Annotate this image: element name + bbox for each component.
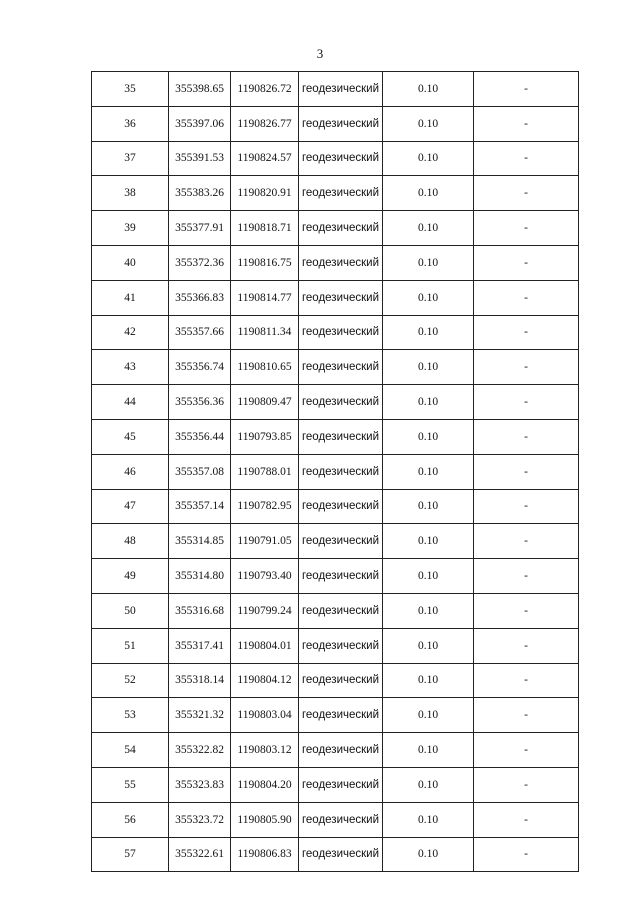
point-number-cell: 56 (92, 802, 169, 837)
table-row (92, 559, 579, 594)
note-cell: - (474, 106, 579, 141)
accuracy-cell: 0.10 (383, 698, 474, 733)
table-row (92, 767, 579, 802)
point-number-cell: 44 (92, 385, 169, 420)
note-cell: - (474, 733, 579, 768)
table-row (92, 663, 579, 698)
y-coordinate-cell: 1190804.20 (231, 767, 299, 802)
x-coordinate-cell: 355356.44 (169, 419, 231, 454)
method-cell: геодезический (299, 350, 383, 385)
table-row (92, 837, 579, 872)
accuracy-cell: 0.10 (383, 245, 474, 280)
x-coordinate-cell: 355366.83 (169, 280, 231, 315)
accuracy-cell: 0.10 (383, 524, 474, 559)
x-coordinate-cell: 355317.41 (169, 628, 231, 663)
point-number-cell: 36 (92, 106, 169, 141)
accuracy-cell: 0.10 (383, 663, 474, 698)
x-coordinate-cell: 355323.83 (169, 767, 231, 802)
accuracy-cell: 0.10 (383, 280, 474, 315)
y-coordinate-cell: 1190782.95 (231, 489, 299, 524)
method-cell: геодезический (299, 280, 383, 315)
point-number-cell: 48 (92, 524, 169, 559)
method-cell: геодезический (299, 524, 383, 559)
point-number-cell: 54 (92, 733, 169, 768)
table-row (92, 176, 579, 211)
point-number-cell: 35 (92, 72, 169, 107)
y-coordinate-cell: 1190816.75 (231, 245, 299, 280)
note-cell: - (474, 280, 579, 315)
accuracy-cell: 0.10 (383, 141, 474, 176)
y-coordinate-cell: 1190791.05 (231, 524, 299, 559)
point-number-cell: 46 (92, 454, 169, 489)
method-cell: геодезический (299, 419, 383, 454)
table-row (92, 698, 579, 733)
y-coordinate-cell: 1190805.90 (231, 802, 299, 837)
method-cell: геодезический (299, 593, 383, 628)
method-cell: геодезический (299, 628, 383, 663)
point-number-cell: 57 (92, 837, 169, 872)
note-cell: - (474, 698, 579, 733)
method-cell: геодезический (299, 802, 383, 837)
y-coordinate-cell: 1190810.65 (231, 350, 299, 385)
method-cell: геодезический (299, 106, 383, 141)
y-coordinate-cell: 1190804.01 (231, 628, 299, 663)
note-cell: - (474, 315, 579, 350)
point-number-cell: 53 (92, 698, 169, 733)
note-cell: - (474, 385, 579, 420)
y-coordinate-cell: 1190818.71 (231, 211, 299, 246)
accuracy-cell: 0.10 (383, 106, 474, 141)
y-coordinate-cell: 1190826.77 (231, 106, 299, 141)
x-coordinate-cell: 355398.65 (169, 72, 231, 107)
table-row (92, 385, 579, 420)
method-cell: геодезический (299, 141, 383, 176)
y-coordinate-cell: 1190826.72 (231, 72, 299, 107)
table-row (92, 489, 579, 524)
method-cell: геодезический (299, 698, 383, 733)
table-row (92, 141, 579, 176)
point-number-cell: 45 (92, 419, 169, 454)
note-cell: - (474, 72, 579, 107)
method-cell: геодезический (299, 489, 383, 524)
accuracy-cell: 0.10 (383, 454, 474, 489)
page-number: 3 (316, 46, 324, 61)
point-number-cell: 37 (92, 141, 169, 176)
x-coordinate-cell: 355377.91 (169, 211, 231, 246)
note-cell: - (474, 350, 579, 385)
accuracy-cell: 0.10 (383, 802, 474, 837)
table-row (92, 245, 579, 280)
accuracy-cell: 0.10 (383, 176, 474, 211)
method-cell: геодезический (299, 837, 383, 872)
method-cell: геодезический (299, 767, 383, 802)
note-cell: - (474, 559, 579, 594)
point-number-cell: 55 (92, 767, 169, 802)
note-cell: - (474, 245, 579, 280)
x-coordinate-cell: 355372.36 (169, 245, 231, 280)
method-cell: геодезический (299, 559, 383, 594)
point-number-cell: 43 (92, 350, 169, 385)
coordinates-table (91, 71, 579, 872)
accuracy-cell: 0.10 (383, 72, 474, 107)
accuracy-cell: 0.10 (383, 419, 474, 454)
method-cell: геодезический (299, 733, 383, 768)
y-coordinate-cell: 1190806.83 (231, 837, 299, 872)
accuracy-cell: 0.10 (383, 211, 474, 246)
table-row (92, 593, 579, 628)
table-row (92, 350, 579, 385)
accuracy-cell: 0.10 (383, 489, 474, 524)
note-cell: - (474, 767, 579, 802)
method-cell: геодезический (299, 385, 383, 420)
x-coordinate-cell: 355357.08 (169, 454, 231, 489)
point-number-cell: 52 (92, 663, 169, 698)
point-number-cell: 42 (92, 315, 169, 350)
method-cell: геодезический (299, 245, 383, 280)
x-coordinate-cell: 355357.66 (169, 315, 231, 350)
table-row (92, 628, 579, 663)
x-coordinate-cell: 355383.26 (169, 176, 231, 211)
y-coordinate-cell: 1190804.12 (231, 663, 299, 698)
y-coordinate-cell: 1190793.40 (231, 559, 299, 594)
note-cell: - (474, 802, 579, 837)
x-coordinate-cell: 355323.72 (169, 802, 231, 837)
y-coordinate-cell: 1190803.04 (231, 698, 299, 733)
x-coordinate-cell: 355322.61 (169, 837, 231, 872)
y-coordinate-cell: 1190788.01 (231, 454, 299, 489)
point-number-cell: 50 (92, 593, 169, 628)
note-cell: - (474, 141, 579, 176)
table-row (92, 72, 579, 107)
x-coordinate-cell: 355356.74 (169, 350, 231, 385)
accuracy-cell: 0.10 (383, 733, 474, 768)
method-cell: геодезический (299, 663, 383, 698)
accuracy-cell: 0.10 (383, 593, 474, 628)
note-cell: - (474, 489, 579, 524)
x-coordinate-cell: 355322.82 (169, 733, 231, 768)
point-number-cell: 49 (92, 559, 169, 594)
point-number-cell: 40 (92, 245, 169, 280)
x-coordinate-cell: 355321.32 (169, 698, 231, 733)
table-row (92, 280, 579, 315)
x-coordinate-cell: 355314.80 (169, 559, 231, 594)
table-row (92, 211, 579, 246)
y-coordinate-cell: 1190793.85 (231, 419, 299, 454)
x-coordinate-cell: 355357.14 (169, 489, 231, 524)
accuracy-cell: 0.10 (383, 385, 474, 420)
method-cell: геодезический (299, 176, 383, 211)
table-row (92, 315, 579, 350)
table-row (92, 802, 579, 837)
y-coordinate-cell: 1190799.24 (231, 593, 299, 628)
accuracy-cell: 0.10 (383, 350, 474, 385)
note-cell: - (474, 524, 579, 559)
note-cell: - (474, 454, 579, 489)
x-coordinate-cell: 355356.36 (169, 385, 231, 420)
note-cell: - (474, 663, 579, 698)
point-number-cell: 47 (92, 489, 169, 524)
accuracy-cell: 0.10 (383, 628, 474, 663)
y-coordinate-cell: 1190824.57 (231, 141, 299, 176)
point-number-cell: 38 (92, 176, 169, 211)
y-coordinate-cell: 1190820.91 (231, 176, 299, 211)
point-number-cell: 41 (92, 280, 169, 315)
method-cell: геодезический (299, 72, 383, 107)
accuracy-cell: 0.10 (383, 767, 474, 802)
x-coordinate-cell: 355391.53 (169, 141, 231, 176)
note-cell: - (474, 837, 579, 872)
x-coordinate-cell: 355314.85 (169, 524, 231, 559)
table-row (92, 454, 579, 489)
note-cell: - (474, 211, 579, 246)
x-coordinate-cell: 355316.68 (169, 593, 231, 628)
y-coordinate-cell: 1190803.12 (231, 733, 299, 768)
method-cell: геодезический (299, 211, 383, 246)
table-row (92, 733, 579, 768)
y-coordinate-cell: 1190814.77 (231, 280, 299, 315)
x-coordinate-cell: 355318.14 (169, 663, 231, 698)
accuracy-cell: 0.10 (383, 837, 474, 872)
point-number-cell: 51 (92, 628, 169, 663)
method-cell: геодезический (299, 454, 383, 489)
method-cell: геодезический (299, 315, 383, 350)
x-coordinate-cell: 355397.06 (169, 106, 231, 141)
note-cell: - (474, 628, 579, 663)
point-number-cell: 39 (92, 211, 169, 246)
note-cell: - (474, 176, 579, 211)
accuracy-cell: 0.10 (383, 315, 474, 350)
table-body (92, 72, 579, 872)
y-coordinate-cell: 1190811.34 (231, 315, 299, 350)
table-row (92, 419, 579, 454)
table-row (92, 524, 579, 559)
table-row (92, 106, 579, 141)
note-cell: - (474, 593, 579, 628)
accuracy-cell: 0.10 (383, 559, 474, 594)
note-cell: - (474, 419, 579, 454)
y-coordinate-cell: 1190809.47 (231, 385, 299, 420)
